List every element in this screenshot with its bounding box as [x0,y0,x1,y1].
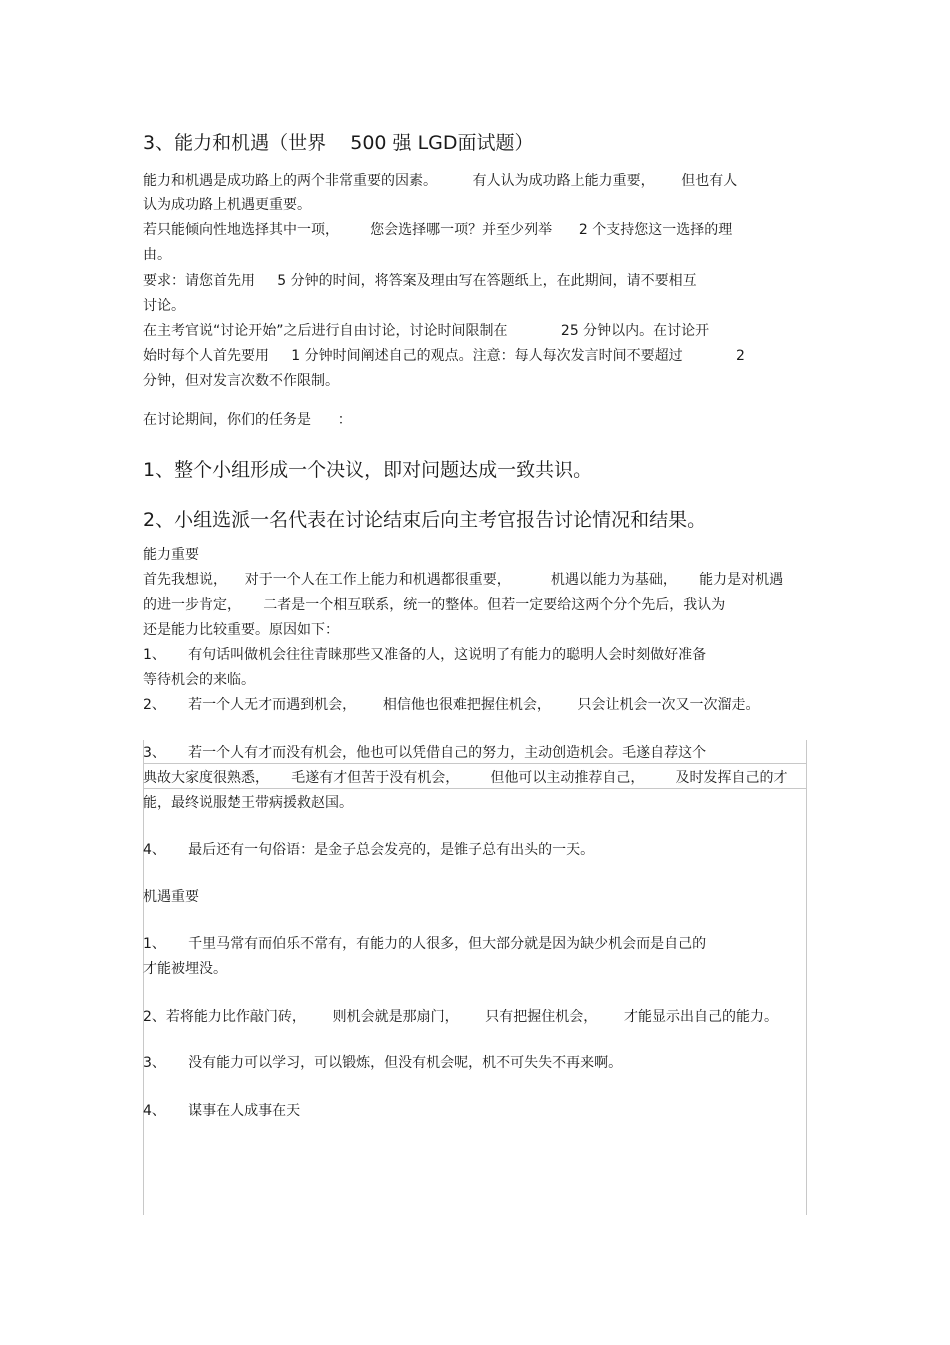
section-heading-opportunity: 机遇重要 [143,889,199,905]
task-intro: 在讨论期间，你们的任务是 ： [143,412,352,428]
intro-line: 始时每个人首先要用 1 分钟时间阐述自己的观点。注意：每人每次发言时间不要超过 2 [143,348,745,364]
ability-line: 1、 有句话叫做机会往往青睐那些又准备的人，这说明了有能力的聪明人会时刻做好准备 [143,647,707,663]
intro-line: 在主考官说“讨论开始”之后进行自由讨论，讨论时间限制在 25 分钟以内。在讨论开 [143,323,710,339]
opportunity-line: 1、 千里马常有而伯乐不常有，有能力的人很多，但大部分就是因为缺少机会而是自己的 [143,936,707,952]
ability-line: 等待机会的来临。 [143,672,255,688]
frame-row-divider [143,788,807,789]
task-item: 2、小组选派一名代表在讨论结束后向主考官报告讨论情况和结果。 [143,509,707,531]
opportunity-line: 才能被埋没。 [143,961,227,977]
ability-line: 的进一步肯定， 二者是一个相互联系，统一的整体。但若一定要给这两个分个先后，我认为 [143,597,726,613]
section-heading-ability: 能力重要 [143,547,199,563]
ability-line: 还是能力比较重要。原因如下： [143,622,339,638]
ability-line: 4、 最后还有一句俗语：是金子总会发亮的，是锥子总有出头的一天。 [143,842,595,858]
frame-row-divider [143,763,807,764]
intro-line: 能力和机遇是成功路上的两个非常重要的因素。 有人认为成功路上能力重要， 但也有人 [143,173,738,189]
intro-line: 由。 [143,247,171,263]
intro-line: 若只能倾向性地选择其中一项， 您会选择哪一项？并至少列举 2 个支持您这一选择的理 [143,222,733,238]
intro-line: 分钟，但对发言次数不作限制。 [143,373,339,389]
opportunity-line: 4、 谋事在人成事在天 [143,1103,301,1119]
ability-line: 首先我想说， 对于一个人在工作上能力和机遇都很重要， 机遇以能力为基础， 能力是对机遇 [143,572,784,588]
frame-right-border [806,740,807,1215]
ability-line: 2、 若一个人无才而遇到机会， 相信他也很难把握住机会， 只会让机会一次又一次溜走。 [143,697,760,713]
opportunity-line: 2、若将能力比作敲门砖， 则机会就是那扇门， 只有把握住机会， 才能显示出自己的能力。 [143,1009,779,1025]
document-title: 3、能力和机遇（世界 500 强 LGD面试题） [143,132,534,154]
opportunity-line: 3、 没有能力可以学习，可以锻炼，但没有机会呢，机不可失失不再来啊。 [143,1055,623,1071]
ability-line: 典故大家度很熟悉， 毛遂有才但苦于没有机会， 但他可以主动推荐自己， 及时发挥自己的才 [143,770,788,786]
ability-line: 能，最终说服楚王带病援救赵国。 [143,795,353,811]
intro-line: 认为成功路上机遇更重要。 [143,197,311,213]
task-item: 1、整个小组形成一个决议，即对问题达成一致共识。 [143,459,593,481]
ability-line: 3、 若一个人有才而没有机会，他也可以凭借自己的努力，主动创造机会。毛遂自荐这个 [143,745,707,761]
intro-line: 要求：请您首先用 5 分钟的时间，将答案及理由写在答题纸上，在此期间，请不要相互 [143,273,697,289]
intro-line: 讨论。 [143,298,185,314]
